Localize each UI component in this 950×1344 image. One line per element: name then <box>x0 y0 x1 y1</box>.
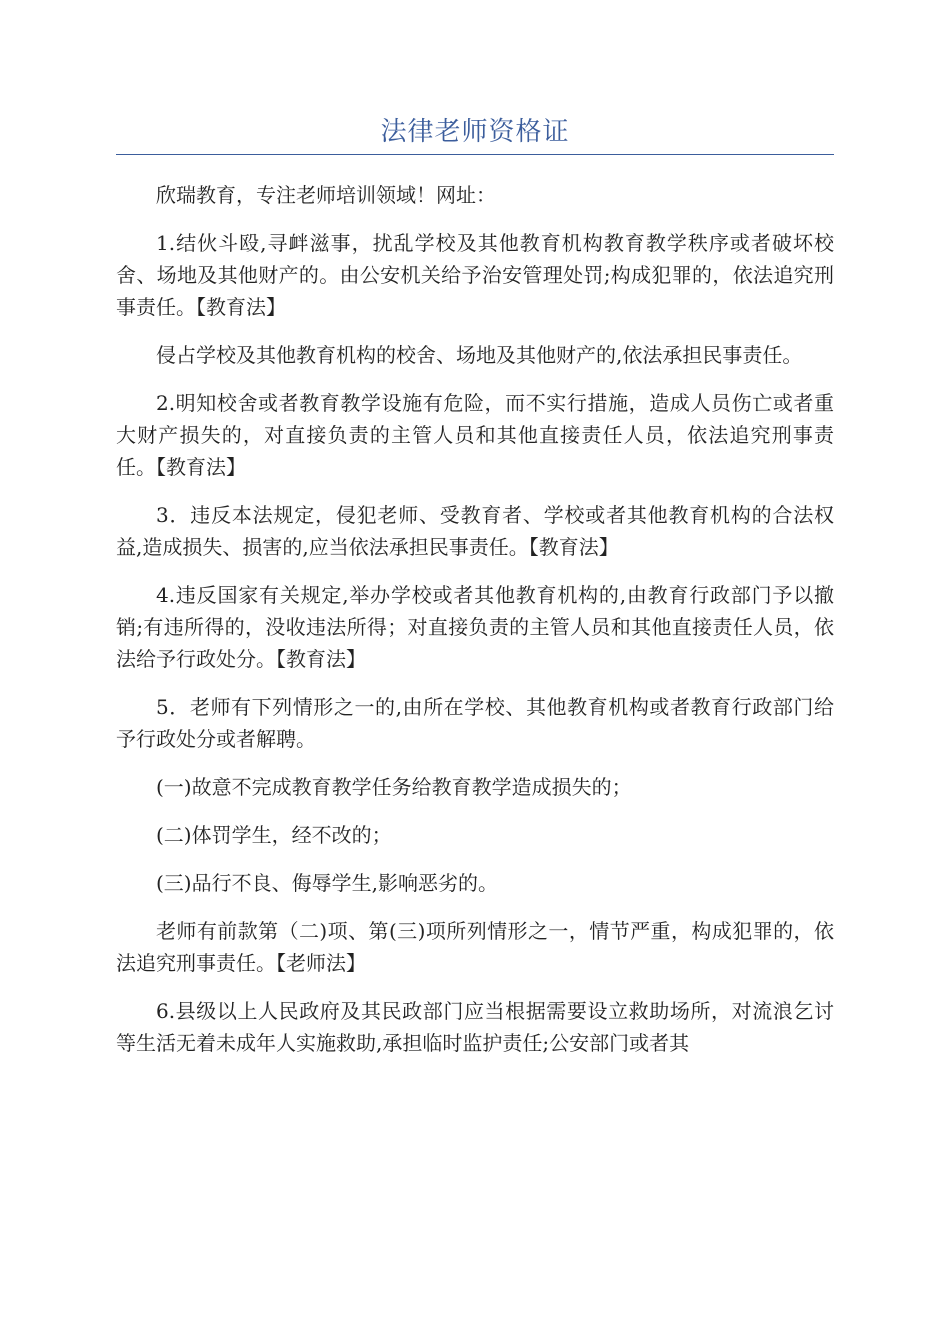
document-title: 法律老师资格证 <box>380 117 570 147</box>
paragraph-sub-item-2: (二)体罚学生，经不改的； <box>156 823 392 847</box>
title-underline <box>116 154 834 155</box>
document-page <box>116 0 834 1075</box>
paragraph-sub-item-3: (三)品行不良、侮辱学生,影响恶劣的。 <box>156 871 498 895</box>
paragraph-sub-item-1: (一)故意不完成教育教学任务给教育教学造成损失的； <box>156 775 632 799</box>
document-body <box>116 179 834 1059</box>
paragraph-item-5: 5．老师有下列情形之一的,由所在学校、其他教育机构或者教育行政部门给予行政处分或者解聘。 <box>116 695 834 751</box>
paragraph-item-2: 2.明知校舍或者教育教学设施有危险，而不实行措施，造成人员伤亡或者重大财产损失的，对直接负责的主管人员和其他直接责任人员，依法追究刑事责任。【教育法】 <box>116 391 834 479</box>
paragraph-item-6: 6.县级以上人民政府及其民政部门应当根据需要设立救助场所，对流浪乞讨等生活无着未成年人实施救助,承担临时监护责任;公安部门或者其 <box>116 999 834 1055</box>
paragraph-item-1-note: 侵占学校及其他教育机构的校舍、场地及其他财产的,依法承担民事责任。 <box>156 343 803 367</box>
paragraph-item-3: 3．违反本法规定，侵犯老师、受教育者、学校或者其他教育机构的合法权益,造成损失、损害的,应当依法承担民事责任。【教育法】 <box>116 503 834 559</box>
paragraph-item-4: 4.违反国家有关规定,举办学校或者其他教育机构的,由教育行政部门予以撤销;有违所得的，没收违法所得；对直接负责的主管人员和其他直接责任人员，依法给予行政处分。【教育法】 <box>116 583 834 671</box>
paragraph-item-5-note: 老师有前款第（二)项、第(三)项所列情形之一，情节严重，构成犯罪的，依法追究刑事责任。【老师法】 <box>116 919 834 975</box>
paragraph-intro: 欣瑞教育，专注老师培训领域！网址： <box>156 183 496 207</box>
paragraph-item-1: 1.结伙斗殴,寻衅滋事，扰乱学校及其他教育机构教育教学秩序或者破坏校舍、场地及其他财产的。由公安机关给予治安管理处罚;构成犯罪的，依法追究刑事责任。【教育法】 <box>116 231 834 319</box>
